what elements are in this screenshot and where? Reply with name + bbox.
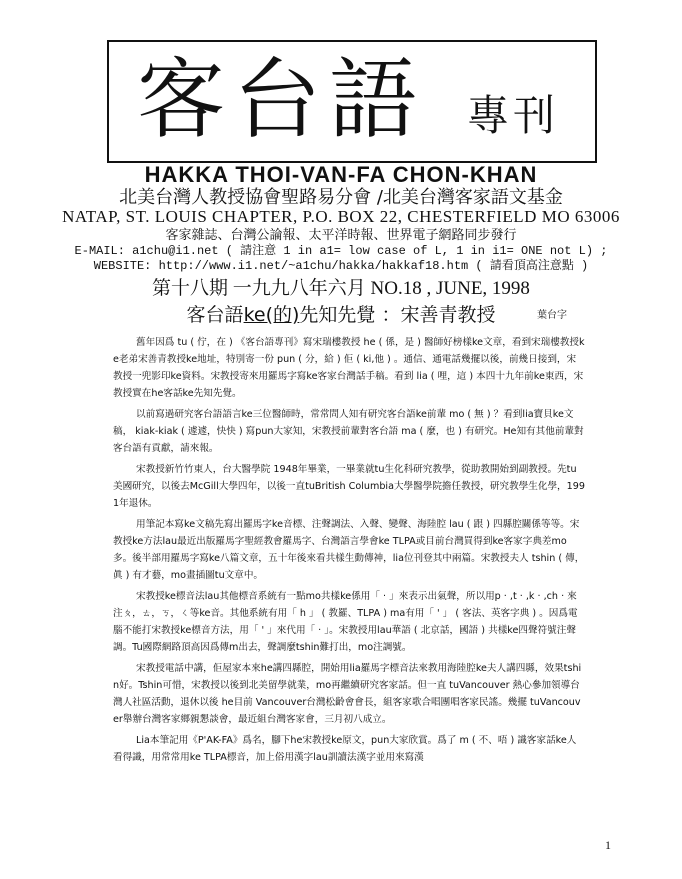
paragraph: 宋教授電話中講，佢屋家本來he講四縣腔，開始用lia羅馬字標音法來教用海陸腔ke夫人講四縣，效果tshin好。Tshin可惜，宋教授以後到北美留學就業，mo再繼續研究客家話。但一直 tuVancouver 熱心參加領導台灣人社區活動，退休以後 he目前 Vancouver台灣松齡會會長，組客家歌合唱團唱客家民謠。幾擺 tuVancouver舉辦台灣客家鄉親懇談會，最近組台灣客家會，三月初八成立。 — [113, 663, 582, 725]
issue-line: 第十八期 一九九八年六月 NO.18 , JUNE, 1998 — [152, 278, 530, 299]
mailing-address: NATAP, ST. LOUIS CHAPTER, P.O. BOX 22, CHESTERFIELD MO 63006 — [62, 207, 620, 226]
paragraph: 宋教授新竹竹東人，台大醫學院 1948年畢業，一畢業就tu生化科研究教學，從助教開始到副教授。先tu美國研究，以後去McGill大學四年，以後一直tuBritish Columbia大學醫學院擔任教授，研究教學生化學，1991年退休。 — [113, 464, 585, 509]
article-headline — [0, 303, 682, 327]
masthead-box — [107, 40, 597, 163]
publication-line: 客家雜誌、台灣公論報、太平洋時報、世界電子網路同步發行 — [165, 228, 517, 243]
association-line: 北美台灣人教授協會聖路易分會 /北美台灣客家語文基金 — [119, 187, 563, 208]
headline-part-2: 先知先覺 ：宋善青教授 — [299, 304, 496, 326]
paragraph: 用筆記本寫ke文稿先寫出羅馬字ke音標、注聲調法、入聲、變聲、海陸腔 lau ( 跟 ) 四縣腔關係等等。宋教授ke方法lau最近出版羅馬字聖經教會羅馬字、台灣語言學會ke TLPA或目前台灣買得到ke客家字典差mo多。後半部用羅馬字寫ke八篇文章，五十年後來看共樣生動傳神，lia位刊登其中兩篇。宋教授夫人 tshin ( 傳，眞 ) 有才藝，mo畫插圖tu文章中。 — [113, 519, 585, 581]
masthead-title: 客台語 — [137, 48, 426, 151]
masthead-subtitle: 專刊 — [467, 91, 560, 140]
paragraph: Lia本筆記用《P'AK-FA》爲名，腳下he宋教授ke原文，pun大家欣賞。爲了 m ( 不、唔 ) 識客家話ke人看得識，用常常用ke TLPA標音，加上俗用漢字lau訓讀法漢字並用來寫漢 — [113, 735, 577, 763]
headline-part-1: 客台語 — [186, 304, 244, 326]
email-line: E-MAIL: a1chu@i1.net ( 請注意 1 in a1= low case of L, 1 in i1= ONE not L) ; — [74, 244, 608, 258]
romanized-title: HAKKA THOI-VAN-FA CHON-KHAN — [144, 162, 538, 187]
article-author: 葉台字 — [537, 310, 567, 321]
website-line: WEBSITE: http://www.i1.net/~a1chu/hakka/hakkaf18.htm ( 請看頂高注意點 ) — [93, 259, 589, 273]
paragraph: 宋教授ke標音法lau其他標音系統有一點mo共樣ke係用「 · 」來表示出氣聲，所以用p · ,t · ,k · ,ch · 來注ㄆ，ㄊ，ㄎ，ㄑ等ke音。其他系統有用「 h 」 ( 教羅、TLPA ) ma有用「 ' 」 ( 客法、英客字典 ) 。因爲電腦不能打宋教授ke標音方法，用「 ' 」來代用「 · 」。宋教授用lau華語 ( 北京話，國語 ) 共樣ke四聲符號注聲調。Tu國際網路頂高因爲傳m出去，聲調麼tshin難打出，mo注調號。 — [113, 591, 578, 653]
paragraph: 以前寫過研究客台語語言ke三位醫師時，常常問人知有研究客台語ke前輩 mo ( 無 ) ？看到lia寶貝ke文稿， kiak-kiak ( 遽遽，快快 ) 寫pun大家知，宋教授前輩對客台語 ma ( 麼，也 ) 有研究。He知有其他前輩對客台語有貢獻，請來報。 — [113, 409, 584, 454]
page-number: 1 — [605, 838, 611, 852]
article-body — [113, 334, 585, 766]
headline-underlined: ke(的) — [243, 304, 300, 326]
paragraph: 舊年因爲 tu ( 佇，在 ) 《客台語專刊》寫宋瑞樓教授 he ( 係，是 ) 醫師好榜樣ke文章，看到宋瑞樓教授ke老弟宋善青教授ke地址，特別寄一份 pun ( 分，給 ) 佢 ( ki,他 ) 。通信、通電話幾擺以後，前幾日接到，宋教授一兜影印ke資料。宋教授寄來用羅馬字寫ke客家台灣話手稿。看到 lia ( 哩，這 ) 本四十九年前ke東西，宋教授實在he客話ke先知先覺。 — [113, 337, 585, 399]
